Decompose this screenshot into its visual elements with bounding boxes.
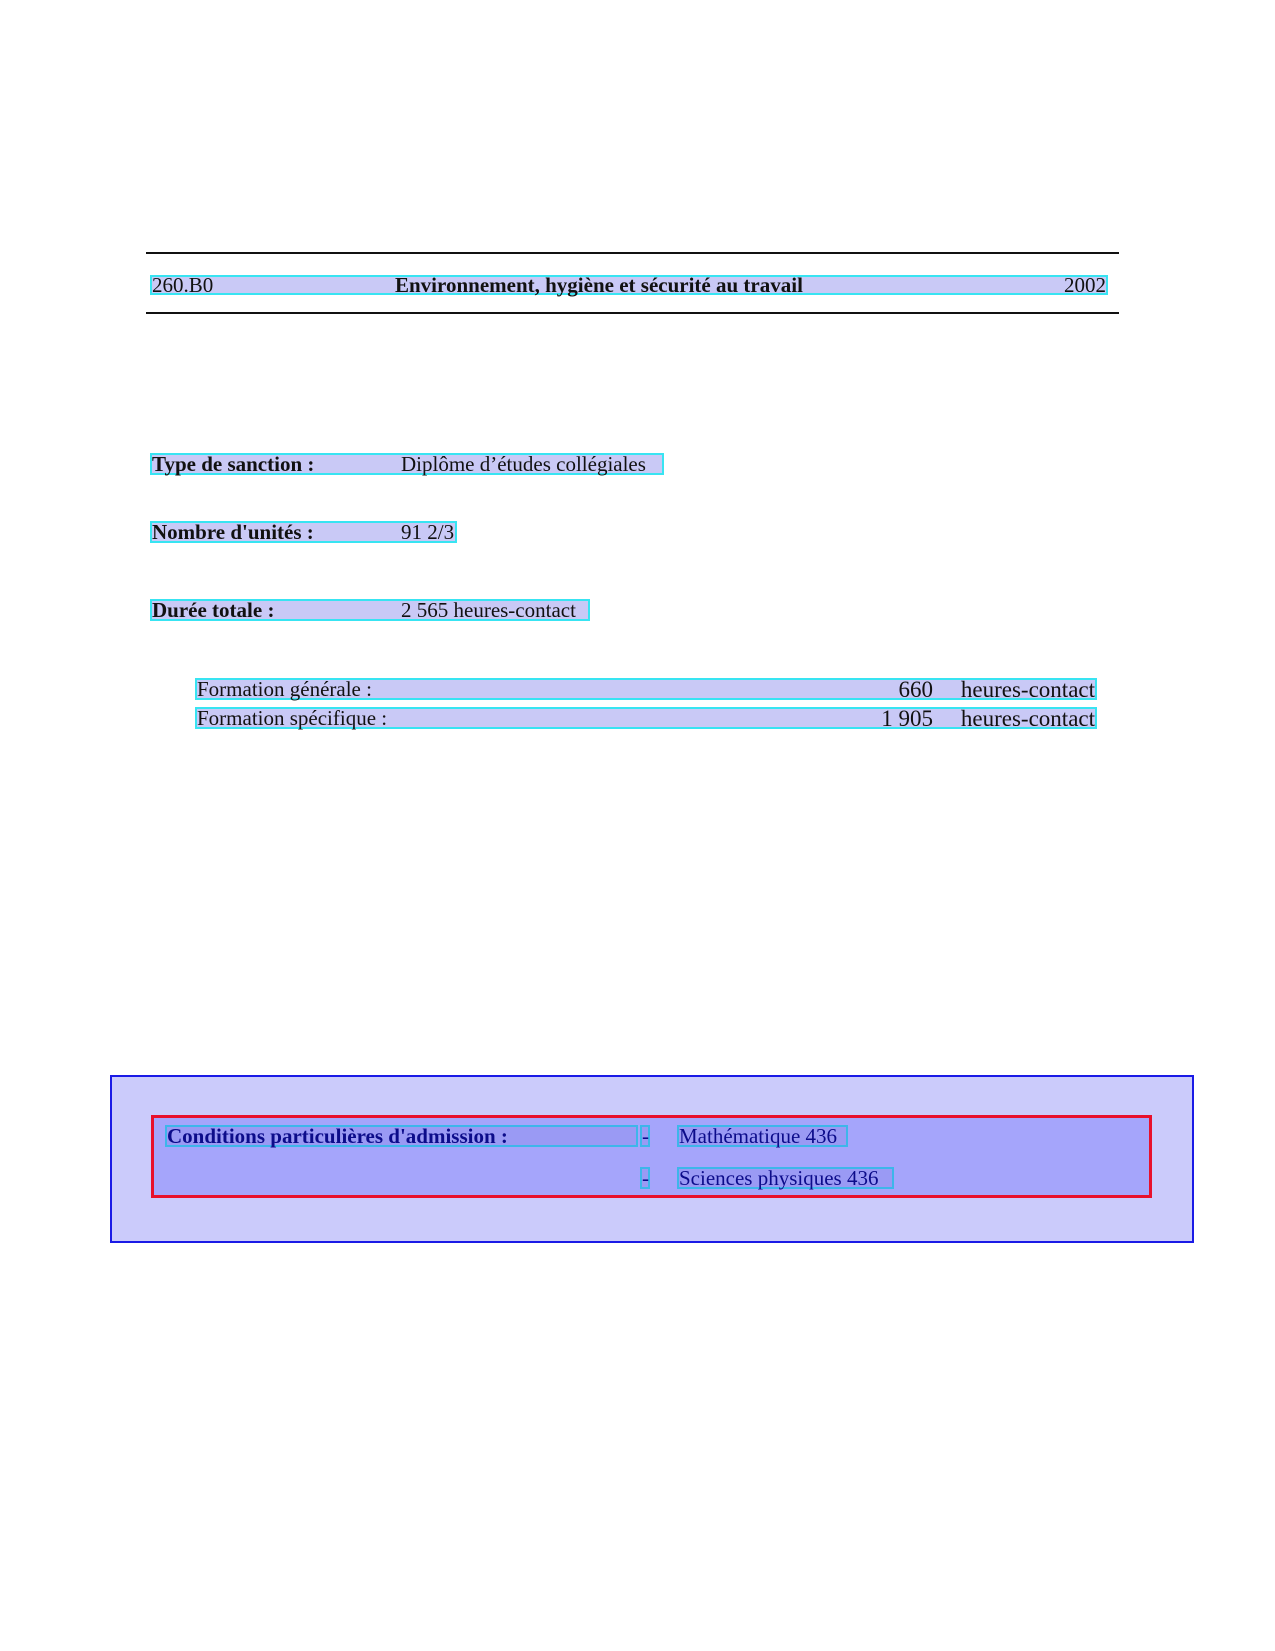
sanction-value: Diplôme d’études collégiales: [401, 452, 646, 476]
formation-specifique-unit: heures-contact: [960, 706, 1095, 731]
formation-generale-hours: 660: [898, 677, 933, 702]
duree-value: 2 565 heures-contact: [401, 598, 576, 622]
duree-label: Durée totale :: [152, 598, 275, 622]
program-year: 2002: [1064, 273, 1106, 297]
unites-value: 91 2/3: [401, 520, 455, 544]
duree-row: [150, 599, 590, 621]
unites-label: Nombre d'unités :: [152, 520, 314, 544]
program-title: Environnement, hygiène et sécurité au travail: [395, 273, 803, 297]
header-top-rule: [146, 252, 1119, 254]
formation-specifique-label: Formation spécifique :: [197, 706, 388, 730]
admission-item-dash: -: [642, 1124, 649, 1148]
program-header: [150, 275, 1108, 295]
admission-item-dash: -: [642, 1166, 649, 1190]
sanction-label: Type de sanction :: [152, 452, 315, 476]
header-bottom-rule: [146, 312, 1119, 314]
sanction-row: [150, 453, 664, 475]
admission-label: Conditions particulières d'admission :: [165, 1125, 638, 1147]
formation-generale-label: Formation générale :: [197, 677, 372, 701]
unites-row: [150, 521, 457, 543]
admission-item-text: Mathématique 436: [677, 1125, 848, 1147]
program-code: 260.B0: [152, 273, 214, 297]
admission-item-text: Sciences physiques 436: [677, 1167, 894, 1189]
formation-generale-row: [195, 678, 1097, 700]
formation-specifique-row: [195, 707, 1097, 729]
formation-generale-unit: heures-contact: [960, 677, 1095, 702]
formation-specifique-hours: 1 905: [881, 706, 933, 731]
